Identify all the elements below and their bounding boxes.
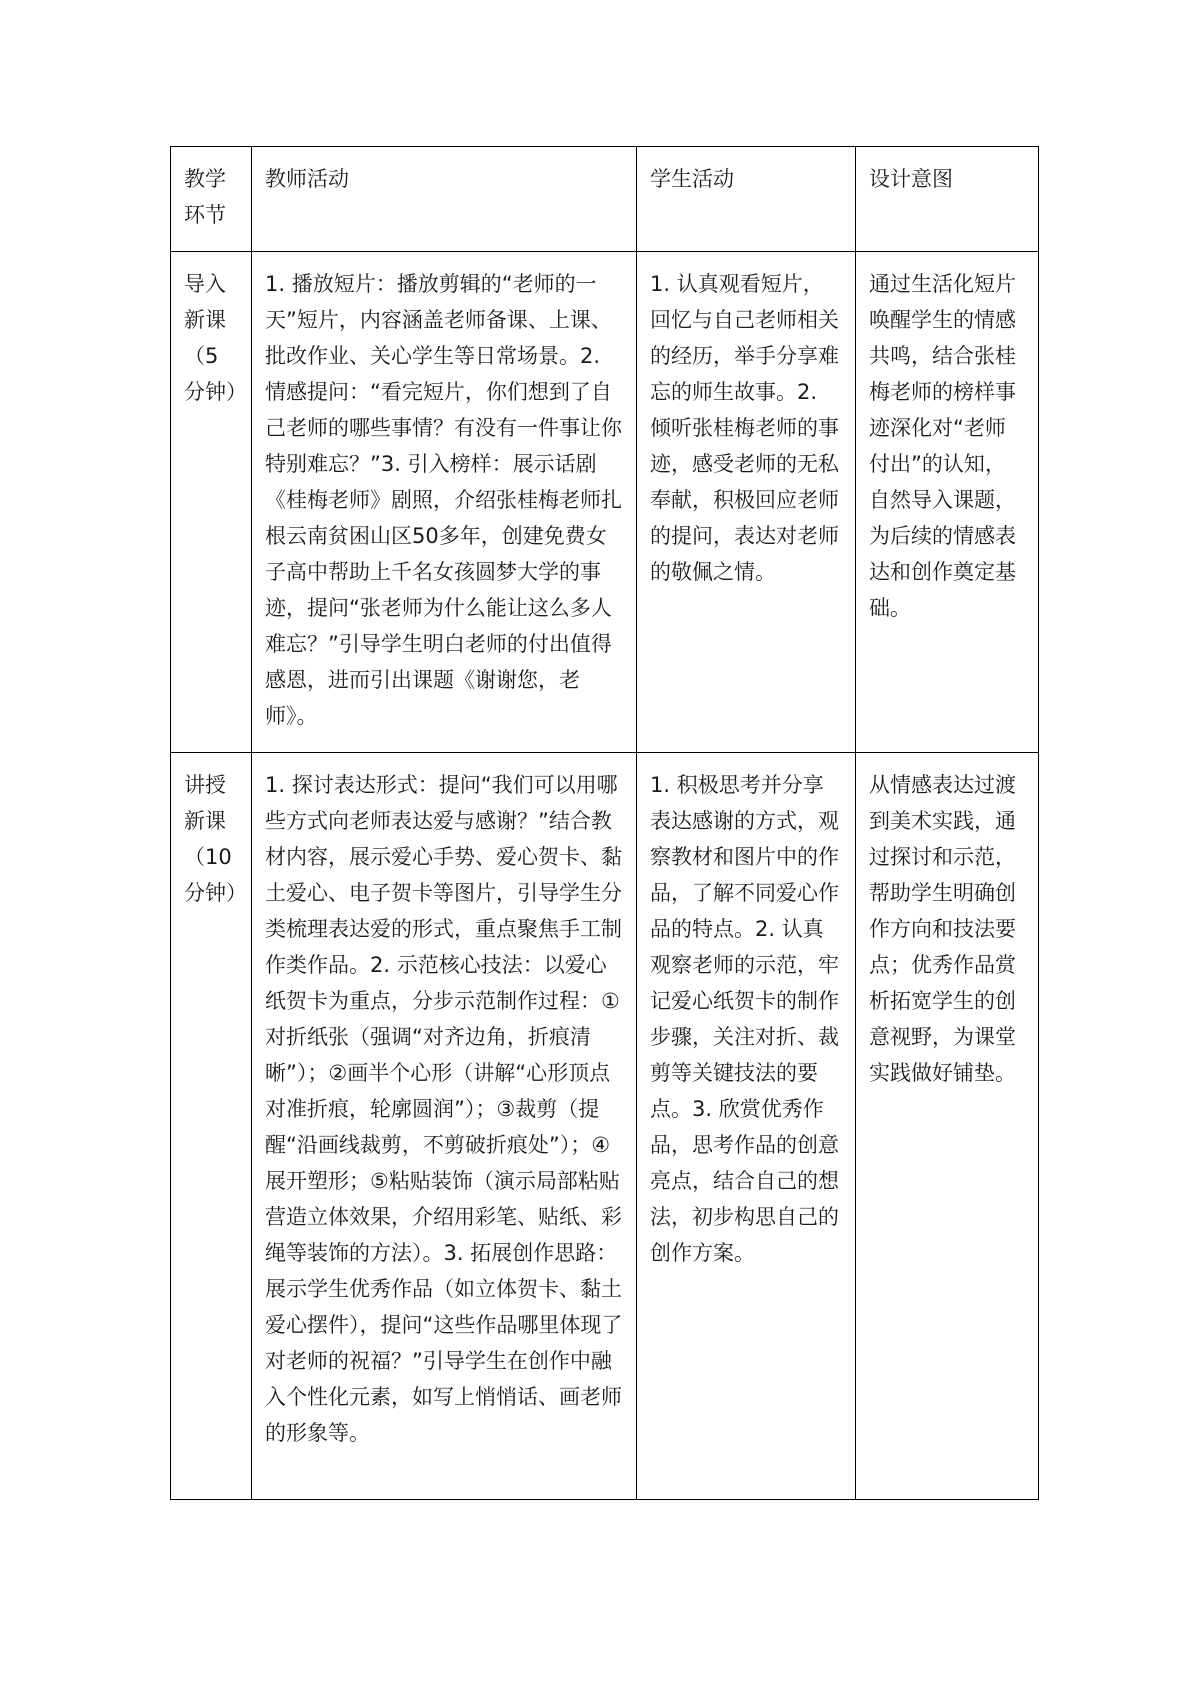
lesson-plan-table <box>170 146 1039 1500</box>
cell-design-intent: 通过生活化短片唤醒学生的情感共鸣，结合张桂梅老师的榜样事迹深化对“老师付出”的认知，自然导入课题，为后续的情感表达和创作奠定基础。 <box>856 252 1039 753</box>
table-header-row <box>171 147 1039 252</box>
table-row <box>171 753 1039 1500</box>
header-student-activity: 学生活动 <box>637 147 856 252</box>
cell-stage: 导入新课（5分钟） <box>171 252 252 753</box>
cell-teacher-activity: 1. 探讨表达形式：提问“我们可以用哪些方式向老师表达爱与感谢？”结合教材内容，展示爱心手势、爱心贺卡、黏土爱心、电子贺卡等图片，引导学生分类梳理表达爱的形式，重点聚焦手工制作类作品。2. 示范核心技法：以爱心纸贺卡为重点，分步示范制作过程：①对折纸张（强调“对齐边角，折痕清晰”）；②画半个心形（讲解“心形顶点对准折痕，轮廓圆润”）；③裁剪（提醒“沿画线裁剪，不剪破折痕处”）；④展开塑形；⑤粘贴装饰（演示局部粘贴营造立体效果，介绍用彩笔、贴纸、彩绳等装饰的方法）。3. 拓展创作思路：展示学生优秀作品（如立体贺卡、黏土爱心摆件），提问“这些作品哪里体现了对老师的祝福？”引导学生在创作中融入个性化元素，如写上悄悄话、画老师的形象等。 <box>252 753 637 1500</box>
header-stage: 教学环节 <box>171 147 252 252</box>
cell-student-activity: 1. 认真观看短片，回忆与自己老师相关的经历，举手分享难忘的师生故事。2. 倾听张桂梅老师的事迹，感受老师的无私奉献，积极回应老师的提问，表达对老师的敬佩之情。 <box>637 252 856 753</box>
header-design-intent: 设计意图 <box>856 147 1039 252</box>
header-teacher-activity: 教师活动 <box>252 147 637 252</box>
cell-design-intent: 从情感表达过渡到美术实践，通过探讨和示范，帮助学生明确创作方向和技法要点；优秀作品赏析拓宽学生的创意视野，为课堂实践做好铺垫。 <box>856 753 1039 1500</box>
cell-student-activity: 1. 积极思考并分享表达感谢的方式，观察教材和图片中的作品，了解不同爱心作品的特点。2. 认真观察老师的示范，牢记爱心纸贺卡的制作步骤，关注对折、裁剪等关键技法的要点。3. 欣赏优秀作品，思考作品的创意亮点，结合自己的想法，初步构思自己的创作方案。 <box>637 753 856 1500</box>
table-row <box>171 252 1039 753</box>
cell-stage: 讲授新课（10分钟） <box>171 753 252 1500</box>
cell-teacher-activity: 1. 播放短片：播放剪辑的“老师的一天”短片，内容涵盖老师备课、上课、批改作业、关心学生等日常场景。2. 情感提问：“看完短片，你们想到了自己老师的哪些事情？有没有一件事让你特别难忘？”3. 引入榜样：展示话剧《桂梅老师》剧照，介绍张桂梅老师扎根云南贫困山区50多年，创建免费女子高中帮助上千名女孩圆梦大学的事迹，提问“张老师为什么能让这么多人难忘？”引导学生明白老师的付出值得感恩，进而引出课题《谢谢您，老师》。 <box>252 252 637 753</box>
